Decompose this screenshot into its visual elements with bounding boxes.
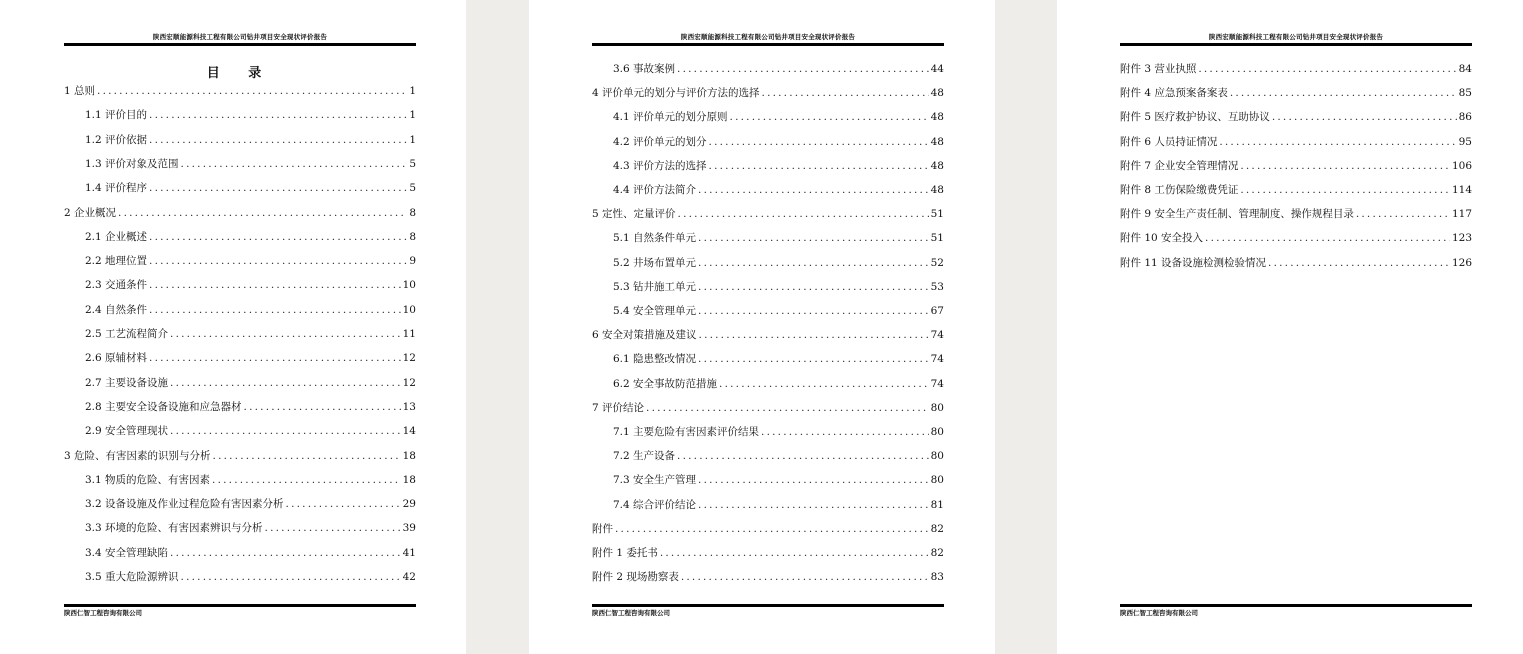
toc-entry-page-number: 86 [1458, 111, 1472, 124]
toc-leader-dots [730, 110, 929, 124]
toc-leader-dots [1230, 86, 1457, 100]
toc-entry-page-number: 74 [930, 353, 944, 366]
toc-entry[interactable] [85, 133, 416, 147]
toc-entry-label: 6 安全对策措施及建议 [592, 329, 697, 342]
toc-title: 目 录 [206, 66, 274, 81]
page-header: 陕西宏顺能源科技工程有限公司钻井项目安全现状评价报告 [152, 33, 328, 41]
toc-entry-label: 附件 3 营业执照 [1120, 63, 1197, 75]
page-gutter [995, 0, 1057, 654]
toc-leader-dots [181, 570, 401, 584]
toc-leader-dots [1198, 62, 1456, 76]
footer-rule [64, 604, 416, 607]
toc-entry-page-number: 82 [930, 547, 944, 559]
toc-leader-dots [698, 473, 929, 487]
toc-leader-dots [97, 84, 407, 98]
toc-entry-label: 2.7 主要设备设施 [85, 376, 169, 389]
toc-entry[interactable] [613, 62, 944, 76]
toc-entry[interactable] [613, 183, 944, 197]
toc-entry[interactable] [613, 449, 944, 463]
toc-entry-page-number: 48 [930, 87, 944, 100]
toc-entry-page-number: 84 [1458, 63, 1472, 75]
toc-entry-label: 3.3 环境的危险、有害因素辨识与分析 [85, 522, 263, 535]
toc-entry-page-number: 41 [402, 546, 416, 559]
toc-entry-label: 1.1 评价目的 [85, 109, 148, 122]
toc-entry[interactable] [85, 108, 416, 122]
toc-leader-dots [1205, 231, 1450, 245]
toc-leader-dots [286, 497, 401, 511]
toc-entry[interactable] [85, 254, 416, 268]
toc-leader-dots [709, 159, 929, 173]
toc-entry-label: 4.4 评价方法简介 [613, 184, 697, 196]
page-gutter [466, 0, 529, 654]
toc-entry[interactable] [592, 401, 944, 415]
toc-leader-dots [1240, 159, 1450, 173]
toc-entry[interactable] [1120, 110, 1472, 124]
toc-entry-page-number: 80 [930, 426, 944, 438]
toc-entry-label: 4.1 评价单元的划分原则 [613, 111, 728, 124]
toc-entry-page-number: 51 [930, 208, 944, 221]
toc-entry[interactable] [85, 424, 416, 438]
toc-entry-page-number: 85 [1458, 87, 1472, 100]
toc-entry-label: 附件 8 工伤保险缴费凭证 [1120, 184, 1239, 196]
header-rule [64, 43, 416, 46]
toc-entry-page-number: 44 [930, 63, 944, 75]
toc-entry[interactable] [613, 231, 944, 245]
toc-entry-page-number: 95 [1458, 135, 1472, 148]
toc-entry[interactable] [64, 84, 416, 98]
toc-entry[interactable] [64, 449, 416, 463]
toc-entry-label: 5 定性、定量评价 [592, 208, 676, 221]
toc-entry-page-number: 11 [402, 328, 416, 340]
toc-entry-label: 附件 [592, 522, 613, 535]
toc-entry-page-number: 18 [402, 449, 416, 462]
toc-leader-dots [698, 183, 929, 197]
toc-entry-page-number: 123 [1451, 232, 1472, 245]
toc-entry-label: 2.9 安全管理现状 [85, 425, 169, 438]
toc-entry-page-number: 1 [409, 85, 416, 97]
toc-entry-label: 2.4 自然条件 [85, 303, 148, 316]
toc-entry-label: 2.8 主要安全设备设施和应急器材 [85, 400, 242, 413]
page-header: 陕西宏顺能源科技工程有限公司钻井项目安全现状评价报告 [680, 33, 856, 41]
toc-entry-label: 附件 5 医疗救护协议、互助协议 [1120, 111, 1270, 124]
header-rule [1120, 43, 1472, 46]
toc-entry[interactable] [85, 327, 416, 341]
toc-entry-page-number: 74 [930, 329, 944, 342]
toc-entry[interactable] [1120, 183, 1472, 197]
toc-entry-page-number: 48 [930, 184, 944, 196]
toc-entry[interactable] [613, 304, 944, 318]
toc-leader-dots [170, 327, 401, 341]
toc-entry-page-number: 80 [930, 450, 944, 463]
toc-entry-page-number: 13 [402, 400, 416, 413]
footer-rule [592, 604, 944, 607]
toc-leader-dots [699, 328, 929, 342]
toc-entry[interactable] [85, 376, 416, 390]
toc-entry[interactable] [613, 256, 944, 270]
toc-entry-label: 4 评价单元的划分与评价方法的选择 [592, 87, 760, 100]
toc-entry[interactable] [85, 181, 416, 195]
toc-leader-dots [698, 280, 929, 294]
toc-leader-dots [660, 546, 929, 560]
toc-leader-dots [762, 86, 929, 100]
toc-entry[interactable] [592, 328, 944, 342]
toc-entry-page-number: 5 [409, 182, 416, 195]
toc-entry[interactable] [613, 377, 944, 391]
toc-entry[interactable] [613, 473, 944, 487]
toc-entry-label: 5.4 安全管理单元 [613, 305, 697, 317]
toc-entry[interactable] [1120, 62, 1472, 76]
toc-entry-label: 5.3 钻井施工单元 [613, 280, 697, 293]
toc-entry-label: 附件 9 安全生产责任制、管理制度、操作规程目录 [1120, 208, 1354, 221]
header-rule [592, 43, 944, 46]
toc-leader-dots [265, 521, 401, 535]
toc-leader-dots [149, 181, 407, 195]
toc-entry[interactable] [85, 521, 416, 535]
toc-leader-dots [213, 449, 401, 463]
toc-entry-label: 7.4 综合评价结论 [613, 498, 697, 511]
page-footer: 陕西仁智工程咨询有限公司 [592, 609, 670, 617]
toc-entry-label: 6.2 安全事故防范措施 [613, 377, 718, 390]
toc-leader-dots [698, 498, 929, 512]
toc-entry-label: 7 评价结论 [592, 401, 645, 414]
toc-entry-label: 3 危险、有害因素的识别与分析 [64, 449, 211, 462]
toc-entry-label: 2 企业概况 [64, 206, 117, 219]
toc-leader-dots [761, 425, 929, 439]
toc-leader-dots [170, 376, 401, 390]
toc-entry-label: 2.6 原辅材料 [85, 352, 148, 365]
toc-entry[interactable] [85, 497, 416, 511]
toc-entry-page-number: 53 [930, 280, 944, 293]
toc-entry-label: 2.2 地理位置 [85, 255, 148, 268]
toc-entry-label: 2.1 企业概述 [85, 230, 148, 243]
toc-entry-page-number: 80 [930, 401, 944, 414]
toc-leader-dots [1219, 135, 1456, 149]
toc-leader-dots [677, 449, 929, 463]
toc-entry[interactable] [613, 159, 944, 173]
toc-entry-page-number: 74 [930, 377, 944, 390]
toc-entry[interactable] [85, 303, 416, 317]
toc-leader-dots [170, 546, 401, 560]
toc-entry-page-number: 9 [409, 255, 416, 268]
toc-entry-page-number: 1 [409, 133, 416, 146]
toc-entry-label: 3.1 物质的危险、有害因素 [85, 473, 211, 486]
toc-leader-dots [681, 570, 929, 584]
toc-entry[interactable] [85, 570, 416, 584]
toc-entry[interactable] [1120, 86, 1472, 100]
toc-entry[interactable] [592, 546, 944, 560]
toc-entry-label: 7.3 安全生产管理 [613, 474, 697, 487]
toc-leader-dots [719, 377, 929, 391]
toc-entry[interactable] [1120, 256, 1472, 270]
toc-entry[interactable] [64, 206, 416, 220]
toc-entry-label: 4.2 评价单元的划分 [613, 135, 707, 148]
page-footer: 陕西仁智工程咨询有限公司 [1120, 609, 1198, 617]
toc-leader-dots [212, 473, 401, 487]
page-header: 陕西宏顺能源科技工程有限公司钻井项目安全现状评价报告 [1208, 33, 1384, 41]
toc-entry-page-number: 48 [930, 135, 944, 148]
toc-entry-label: 附件 7 企业安全管理情况 [1120, 159, 1239, 172]
toc-entry[interactable] [592, 86, 944, 100]
toc-entry-label: 附件 11 设备设施检测检验情况 [1120, 256, 1267, 269]
toc-entry-label: 1.4 评价程序 [85, 182, 148, 195]
toc-entry-label: 7.2 生产设备 [613, 450, 676, 463]
toc-entry-page-number: 5 [409, 157, 416, 170]
toc-entry[interactable] [592, 207, 944, 221]
toc-entry-page-number: 81 [930, 498, 944, 511]
toc-entry[interactable] [613, 498, 944, 512]
footer-rule [1120, 604, 1472, 607]
toc-entry-label: 5.1 自然条件单元 [613, 232, 697, 245]
toc-leader-dots [149, 133, 407, 147]
toc-entry[interactable] [85, 546, 416, 560]
toc-leader-dots [646, 401, 929, 415]
toc-entry-page-number: 51 [930, 232, 944, 245]
toc-entry-label: 3.2 设备设施及作业过程危险有害因素分析 [85, 498, 284, 511]
toc-entry[interactable] [613, 425, 944, 439]
toc-entry-label: 附件 10 安全投入 [1120, 232, 1204, 245]
toc-entry[interactable] [85, 400, 416, 414]
page-footer: 陕西仁智工程咨询有限公司 [64, 609, 142, 617]
toc-entry[interactable] [1120, 231, 1472, 245]
toc-entry-page-number: 82 [930, 522, 944, 535]
toc-entry[interactable] [1120, 207, 1472, 221]
toc-entry-label: 2.5 工艺流程简介 [85, 328, 169, 340]
toc-entry-page-number: 126 [1451, 256, 1472, 269]
toc-entry-page-number: 12 [402, 352, 416, 365]
toc-entry-page-number: 12 [402, 376, 416, 389]
toc-leader-dots [244, 400, 401, 414]
toc-entry[interactable] [613, 135, 944, 149]
toc-leader-dots [149, 278, 401, 292]
toc-leader-dots [118, 206, 407, 220]
toc-entry-label: 1.2 评价依据 [85, 133, 148, 146]
toc-entry-label: 3.6 事故案例 [613, 63, 676, 75]
toc-entry-page-number: 83 [930, 571, 944, 584]
toc-leader-dots [149, 303, 401, 317]
toc-entry[interactable] [85, 157, 416, 171]
toc-entry-page-number: 29 [402, 498, 416, 511]
toc-entry-page-number: 8 [409, 230, 416, 243]
toc-leader-dots [1272, 110, 1457, 124]
document-page-3 [1057, 0, 1523, 654]
toc-leader-dots [678, 207, 929, 221]
toc-entry-page-number: 10 [402, 279, 416, 292]
toc-entry-label: 3.4 安全管理缺陷 [85, 546, 169, 559]
toc-entry-page-number: 18 [402, 473, 416, 486]
toc-entry[interactable] [613, 352, 944, 366]
toc-entry-page-number: 52 [930, 256, 944, 269]
toc-entry-label: 附件 4 应急预案备案表 [1120, 87, 1228, 100]
toc-leader-dots [149, 254, 407, 268]
toc-leader-dots [1240, 183, 1450, 197]
toc-entry[interactable] [592, 522, 944, 536]
toc-entry-page-number: 1 [409, 109, 416, 122]
toc-leader-dots [170, 424, 401, 438]
toc-entry-page-number: 8 [409, 206, 416, 219]
toc-entry-page-number: 117 [1451, 208, 1472, 221]
toc-entry-label: 附件 1 委托书 [592, 547, 658, 559]
toc-entry-label: 1.3 评价对象及范围 [85, 157, 179, 170]
toc-entry-page-number: 48 [930, 159, 944, 172]
toc-entry-label: 4.3 评价方法的选择 [613, 159, 707, 172]
toc-leader-dots [1268, 256, 1450, 270]
toc-entry-label: 附件 2 现场勘察表 [592, 571, 679, 584]
toc-entry[interactable] [85, 351, 416, 365]
toc-entry-page-number: 80 [930, 474, 944, 487]
toc-leader-dots [698, 256, 929, 270]
toc-leader-dots [709, 135, 929, 149]
toc-leader-dots [149, 230, 407, 244]
toc-entry-page-number: 106 [1451, 159, 1472, 172]
toc-entry-page-number: 10 [402, 303, 416, 316]
toc-entry-label: 7.1 主要危险有害因素评价结果 [613, 426, 760, 438]
document-page-1 [0, 0, 466, 654]
toc-entry-page-number: 42 [402, 571, 416, 583]
toc-leader-dots [677, 62, 929, 76]
toc-entry-page-number: 14 [402, 425, 416, 438]
toc-leader-dots [698, 304, 929, 318]
toc-leader-dots [149, 351, 401, 365]
toc-entry[interactable] [1120, 159, 1472, 173]
toc-entry[interactable] [613, 110, 944, 124]
toc-entry-label: 5.2 井场布置单元 [613, 256, 697, 269]
toc-entry[interactable] [1120, 135, 1472, 149]
toc-entry-label: 1 总则 [64, 85, 96, 97]
toc-leader-dots [615, 522, 929, 536]
toc-entry[interactable] [85, 278, 416, 292]
toc-entry-page-number: 39 [402, 522, 416, 535]
toc-entry-label: 3.5 重大危险源辨识 [85, 571, 179, 583]
toc-leader-dots [698, 352, 929, 366]
document-page-2 [529, 0, 995, 654]
toc-entry-label: 6.1 隐患整改情况 [613, 353, 697, 366]
toc-entry-page-number: 48 [930, 111, 944, 124]
toc-entry-label: 2.3 交通条件 [85, 279, 148, 292]
toc-leader-dots [1356, 207, 1450, 221]
toc-entry-page-number: 67 [930, 305, 944, 317]
toc-leader-dots [149, 108, 407, 122]
toc-entry[interactable] [85, 473, 416, 487]
toc-leader-dots [698, 231, 929, 245]
toc-leader-dots [181, 157, 408, 171]
toc-entry[interactable] [85, 230, 416, 244]
toc-entry-label: 附件 6 人员持证情况 [1120, 135, 1218, 148]
toc-entry[interactable] [613, 280, 944, 294]
toc-entry-page-number: 114 [1451, 184, 1472, 196]
toc-entry[interactable] [592, 570, 944, 584]
